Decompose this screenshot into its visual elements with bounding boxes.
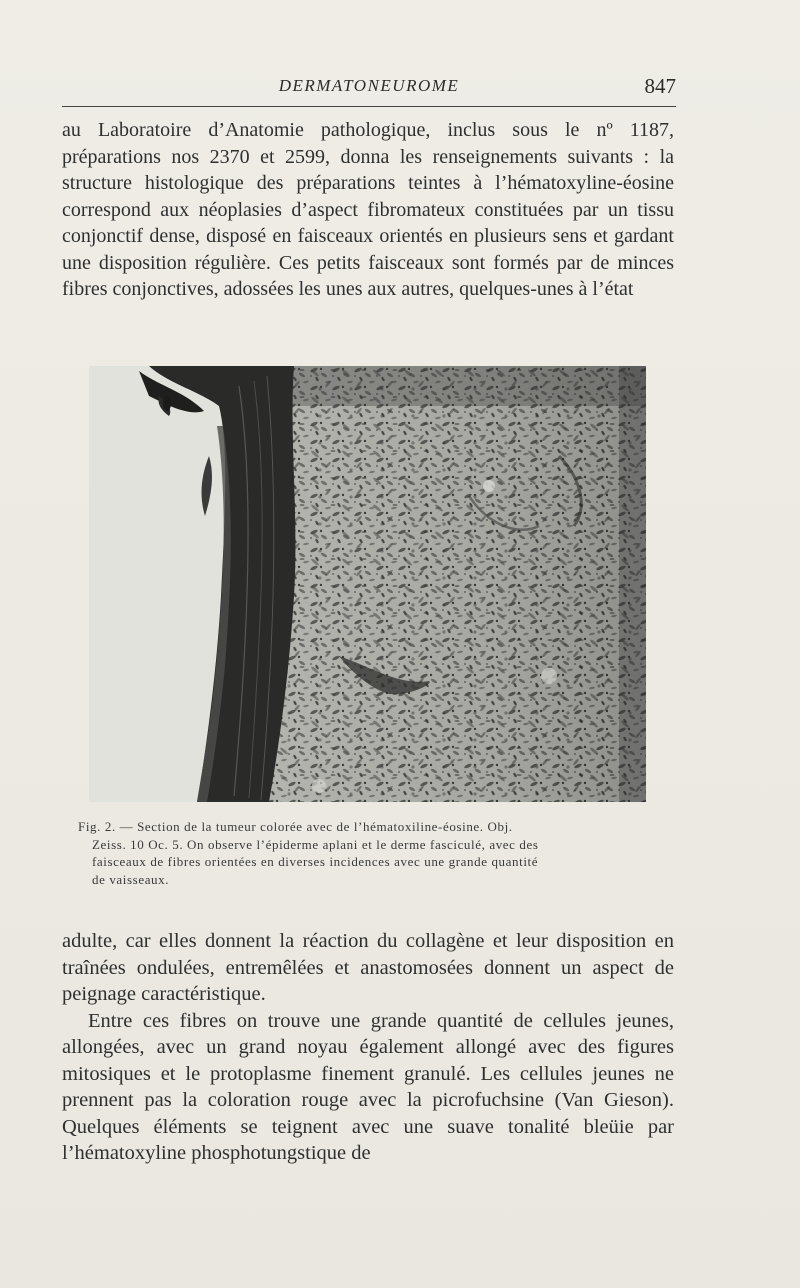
running-title: DERMATONEUROME <box>278 76 460 95</box>
paragraph: Entre ces fibres on trouve une grande quantité de cellules jeunes, allongées, avec un grand noyau également allongé avec des figures mitosiques et le protoplasme finement granulé. Les cellules jeunes ne prennent pas la coloration rouge avec la picrofuchsine (Van Gieson). Quelques éléments se teignent avec une suave tonalité bleüie par l’hématoxyline phosphotungstique de <box>62 1009 674 1164</box>
body-text-bottom <box>62 928 674 1167</box>
caption-line: de vaisseaux. <box>92 871 170 887</box>
page-number: 847 <box>644 74 676 98</box>
paragraph-top: au Laboratoire d’Anatomie pathologique, inclus sous le nº 1187, préparations nos 2370 et 2599, donna les renseignements suivants : la structure histologique des préparations teintes à l’hématoxyline-éosine correspond aux néoplasies d’aspect fibromateux constituées par un tissu conjonctif dense, disposé en faisceaux orientés en plusieurs sens et gardant une disposition régulière. Ces petits faisceaux sont formés par de minces fibres conjonctives, adossées les unes aux autres, quelques-unes à l’état <box>62 119 674 300</box>
paragraph: adulte, car elles donnent la réaction du collagène et leur disposition en traînées ondulées, entremêlées et anastomosées donnent un aspect de peignage caractéristique. <box>62 930 674 1005</box>
micrograph-image <box>89 366 646 802</box>
running-header <box>62 72 676 100</box>
header-rule <box>62 106 676 107</box>
caption-line: Zeiss. 10 Oc. 5. On observe l’épiderme aplani et le derme fasciculé, avec des <box>92 836 539 852</box>
figure-caption <box>78 818 668 888</box>
caption-line: faisceaux de fibres orientées en diverses incidences avec une grande quantité <box>92 854 539 869</box>
figure-micrograph <box>89 366 646 802</box>
caption-line: Fig. 2. — Section de la tumeur colorée avec de l’hématoxiline-éosine. Obj. <box>78 819 513 834</box>
